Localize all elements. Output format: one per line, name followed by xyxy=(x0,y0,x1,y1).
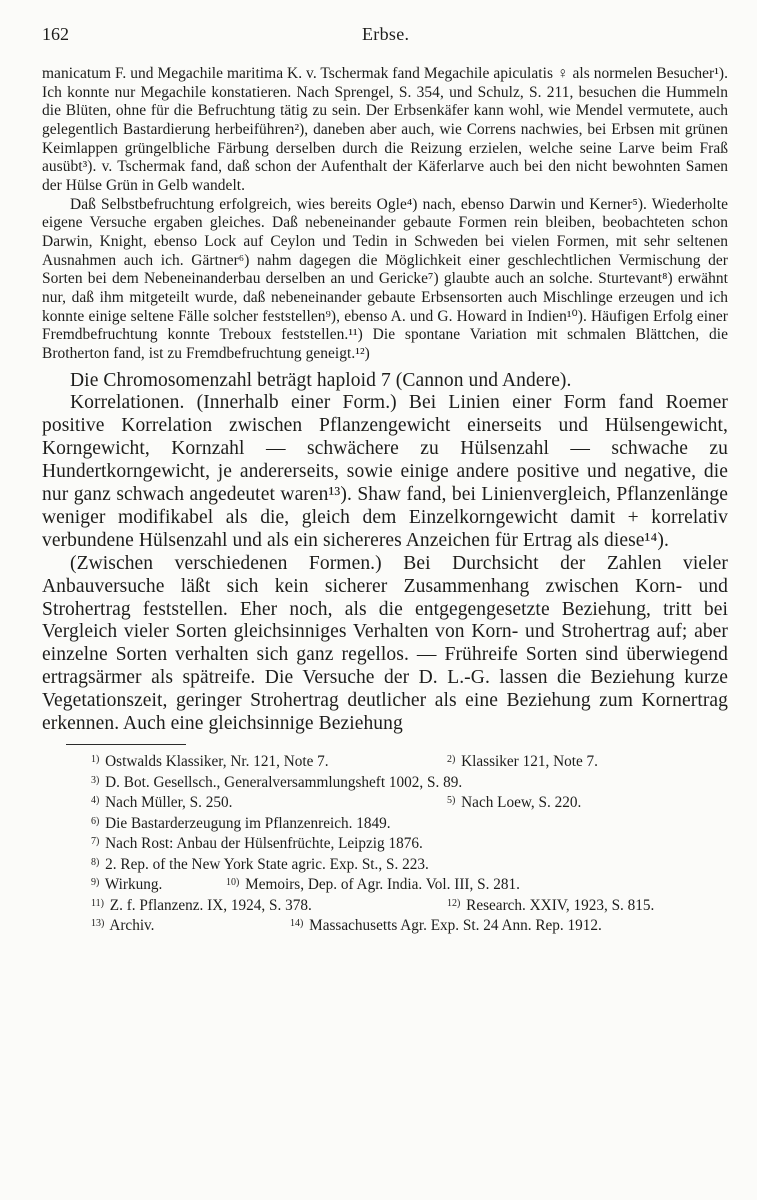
footnote-number: 2) xyxy=(447,754,456,765)
paragraph-chromosome-number: Die Chromosomenzahl beträgt haploid 7 (Cannon und Andere). xyxy=(70,369,572,391)
page-number: 162 xyxy=(42,24,69,44)
footnote-number: 8) xyxy=(91,856,100,868)
footnote-item xyxy=(42,753,447,774)
running-title: Erbse. xyxy=(362,24,410,44)
footnote-text: Nach Rost: Anbau der Hülsenfrüchte, Leipzig 1876. xyxy=(105,835,423,853)
small-print-section xyxy=(42,65,728,364)
footnote-number: 4) xyxy=(91,795,100,807)
footnote-number: 1) xyxy=(91,754,100,765)
footnote-item xyxy=(42,856,728,877)
footnote-row xyxy=(42,897,728,918)
footnote-row xyxy=(42,917,728,938)
main-text-section xyxy=(42,370,728,737)
footnote-number: 3) xyxy=(91,774,100,786)
footnote-text: Klassiker 121, Note 7. xyxy=(461,753,598,770)
footnote-number: 6) xyxy=(91,815,100,827)
footnote-text: Die Bastarderzeugung im Pflanzenreich. 1849. xyxy=(105,814,391,832)
footnote-number: 13) xyxy=(91,918,105,930)
footnote-item xyxy=(290,917,728,938)
footnote-divider xyxy=(66,744,186,745)
footnote-item xyxy=(447,794,728,815)
footnote-row xyxy=(42,794,728,815)
footnote-row xyxy=(42,753,728,774)
footnotes xyxy=(42,753,728,938)
footnote-text: 2. Rep. of the New York State agric. Exp. St., S. 223. xyxy=(105,855,429,873)
paragraph-pollinators: manicatum F. und Megachile maritima K. v. Tschermak fand Megachile apiculatis ♀ als normelen Besucher¹). Ich konnte nur Megachile konstatieren. Nach Sprengel, S. 354, und Schulz, S. 211, besuchen die Hummeln die Blüten, ohne für die Befruchtung tätig zu sein. Der Erbsenkäfer kann wohl, wie Mendel vermutete, auch gelegentlich Bastardierung herbeiführen²), daneben aber auch, wie Correns nachwies, bei Erbsen mit grünen Keimlappen grüngelbliche Färbung derselben durch die Reizung erzielen, welche seine Larve beim Fraß ausübt³). v. Tschermak fand, daß schon der Aufenthalt der Käferlarve auch bei den nicht bewohnten Samen der Hülse Grün in Gelb wandelt. xyxy=(42,65,728,194)
footnote-text: Research. XXIV, 1923, S. 815. xyxy=(466,896,655,914)
footnote-item xyxy=(447,753,728,774)
paragraph-self-pollination: Daß Selbstbefruchtung erfolgreich, wies bereits Ogle⁴) nach, ebenso Darwin und Kerner⁵). Wiederholte eigene Versuche ergaben gleiches. Daß nebeneinander gebaute Formen rein bleiben, beobachteten schon Darwin, Knight, ebenso Lock auf Ceylon und Tedin in Schweden bei vielen Formen, mit sehr seltenen Ausnahmen auch ich. Gärtner⁶) nahm dagegen die Möglichkeit einer geschlechtlichen Vermischung der Sorten bei dem Nebeneinanderbau derselben an und Gericke⁷) glaubte auch an solche. Sturtevant⁸) erwähnt nur, daß ihm mitgeteilt wurde, daß nebeneinander gebaute Erbsensorten auch Mischlinge erzeugen und ich konnte einige seltene Fälle solcher feststellen⁹), ebenso A. und G. Howard in Indien¹⁰). Häufigen Erfolg einer Fremdbefruchtung konnte Treboux feststellen.¹¹) Die spontane Variation mit schmalen Blättchen, die Brotherton fand, ist zu Fremdbefruchtung geneigt.¹²) xyxy=(42,195,728,362)
footnote-item xyxy=(42,794,447,815)
footnote-text: D. Bot. Gesellsch., Generalversammlungsheft 1002, S. 89. xyxy=(105,773,463,791)
footnote-item xyxy=(42,917,290,938)
paragraph-correlations-between-forms: (Zwischen verschiedenen Formen.) Bei Durchsicht der Zahlen vieler Anbauversuche läßt sich kein sicherer Zusammenhang zwischen Korn- und Strohertrag feststellen. Eher noch, als die entgegengesetzte Beziehung, tritt bei Vergleich vieler Sorten gleichsinniges Verhalten von Korn- und Strohertrag auf; aber einzelne Sorten verhalten sich ganz regellos. — Frühreife Sorten sind überwiegend ertragsärmer als spätreife. Die Versuche der D. L.-G. lassen die Beziehung kurze Vegetationszeit, geringer Strohertrag deutlicher als eine Beziehung zum Kornertrag erkennen. Auch eine gleichsinnige Beziehung xyxy=(42,552,728,735)
footnote-item xyxy=(42,815,728,836)
footnote-item xyxy=(42,774,728,795)
footnote-text: Memoirs, Dep. of Agr. India. Vol. III, S. 281. xyxy=(245,876,520,894)
footnote-number: 14) xyxy=(290,918,304,930)
footnote-text: Wirkung. xyxy=(104,876,163,894)
paragraph-correlations-within-form: Korrelationen. (Innerhalb einer Form.) Bei Linien einer Form fand Roemer positive Korrelation zwischen Pflanzengewicht einerseits und Hülsengewicht, Korngewicht, Kornzahl — schwächere zu Hülsenzahl — schwache zu Hundertkorngewicht, je andererseits, sowie einige andere positive und negative, die nur ganz schwach angedeutet waren¹³). Shaw fand, bei Linienvergleich, Pflanzenlänge weniger modifikabel als die, gleich dem Einzelkorngewicht damit + korrelativ verbundene Hülsenzahl und als ein sichereres Anzeichen für Ertrag als diese¹⁴). xyxy=(42,392,728,551)
footnote-item xyxy=(226,876,728,897)
footnote-number: 12) xyxy=(447,897,461,909)
footnote-text: Nach Müller, S. 250. xyxy=(105,794,233,812)
footnote-row xyxy=(42,876,728,897)
footnote-number: 11) xyxy=(91,897,104,909)
footnote-text: Massachusetts Agr. Exp. St. 24 Ann. Rep. 1912. xyxy=(309,917,602,935)
footnote-item xyxy=(42,835,728,856)
footnote-text: Nach Loew, S. 220. xyxy=(461,794,582,812)
footnote-text: Z. f. Pflanzenz. IX, 1924, S. 378. xyxy=(109,896,312,914)
footnote-item xyxy=(42,897,447,918)
footnote-number: 9) xyxy=(91,877,100,889)
running-header xyxy=(42,23,728,51)
footnote-text: Ostwalds Klassiker, Nr. 121, Note 7. xyxy=(105,753,329,770)
footnote-number: 5) xyxy=(447,795,456,807)
footnote-item xyxy=(447,897,728,918)
footnote-item xyxy=(42,876,226,897)
footnote-number: 10) xyxy=(226,877,240,889)
footnote-number: 7) xyxy=(91,836,100,848)
footnote-text: Archiv. xyxy=(109,917,155,935)
